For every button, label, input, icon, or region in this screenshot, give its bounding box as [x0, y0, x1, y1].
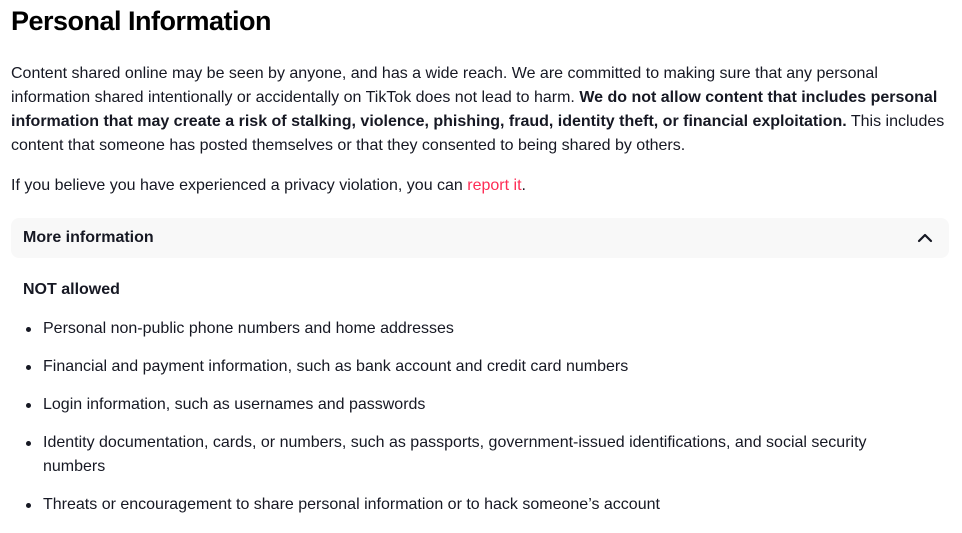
list-item-text: Financial and payment information, such as bank account and credit card numbers — [43, 358, 629, 375]
not-allowed-list — [23, 317, 923, 531]
bullet-icon — [26, 503, 31, 508]
list-item — [23, 431, 893, 479]
list-item-text: Login information, such as usernames and passwords — [43, 396, 426, 413]
list-item — [23, 393, 923, 417]
more-information-accordion[interactable] — [11, 218, 949, 258]
bullet-icon — [26, 365, 31, 370]
list-item-text: Identity documentation, cards, or numbers, such as passports, government-issued identifications, and social security numbers — [43, 434, 867, 475]
bullet-icon — [26, 403, 31, 408]
intro-paragraph — [11, 62, 946, 158]
report-text: If you believe you have experienced a privacy violation, you can — [11, 177, 468, 194]
report-it-link[interactable]: report it — [467, 177, 522, 194]
intro-bold-text: We do not allow content that includes personal information that may create a risk of stalking, violence, phishing, fraud, identity theft, or financial exploitation. — [11, 89, 938, 130]
list-item — [23, 317, 923, 341]
list-item-text: Threats or encouragement to share personal information or to hack someone’s account — [43, 496, 660, 513]
chevron-up-icon[interactable] — [915, 228, 935, 248]
report-paragraph — [11, 174, 526, 198]
list-item — [23, 493, 923, 517]
not-allowed-heading: NOT allowed — [23, 281, 120, 298]
report-text-after: . — [521, 177, 526, 194]
list-item — [23, 355, 923, 379]
bullet-icon — [26, 441, 31, 446]
intro-text-after: This includes content that someone has posted themselves or that they consented to being shared by others. — [11, 113, 945, 154]
accordion-label: More information — [23, 229, 154, 246]
list-item-text: Personal non-public phone numbers and home addresses — [43, 320, 454, 337]
intro-text: Content shared online may be seen by anyone, and has a wide reach. We are committed to making sure that any personal information shared intentionally or accidentally on TikTok does not lead to harm. — [11, 65, 878, 106]
bullet-icon — [26, 327, 31, 332]
page-title: Personal Information — [11, 6, 272, 36]
